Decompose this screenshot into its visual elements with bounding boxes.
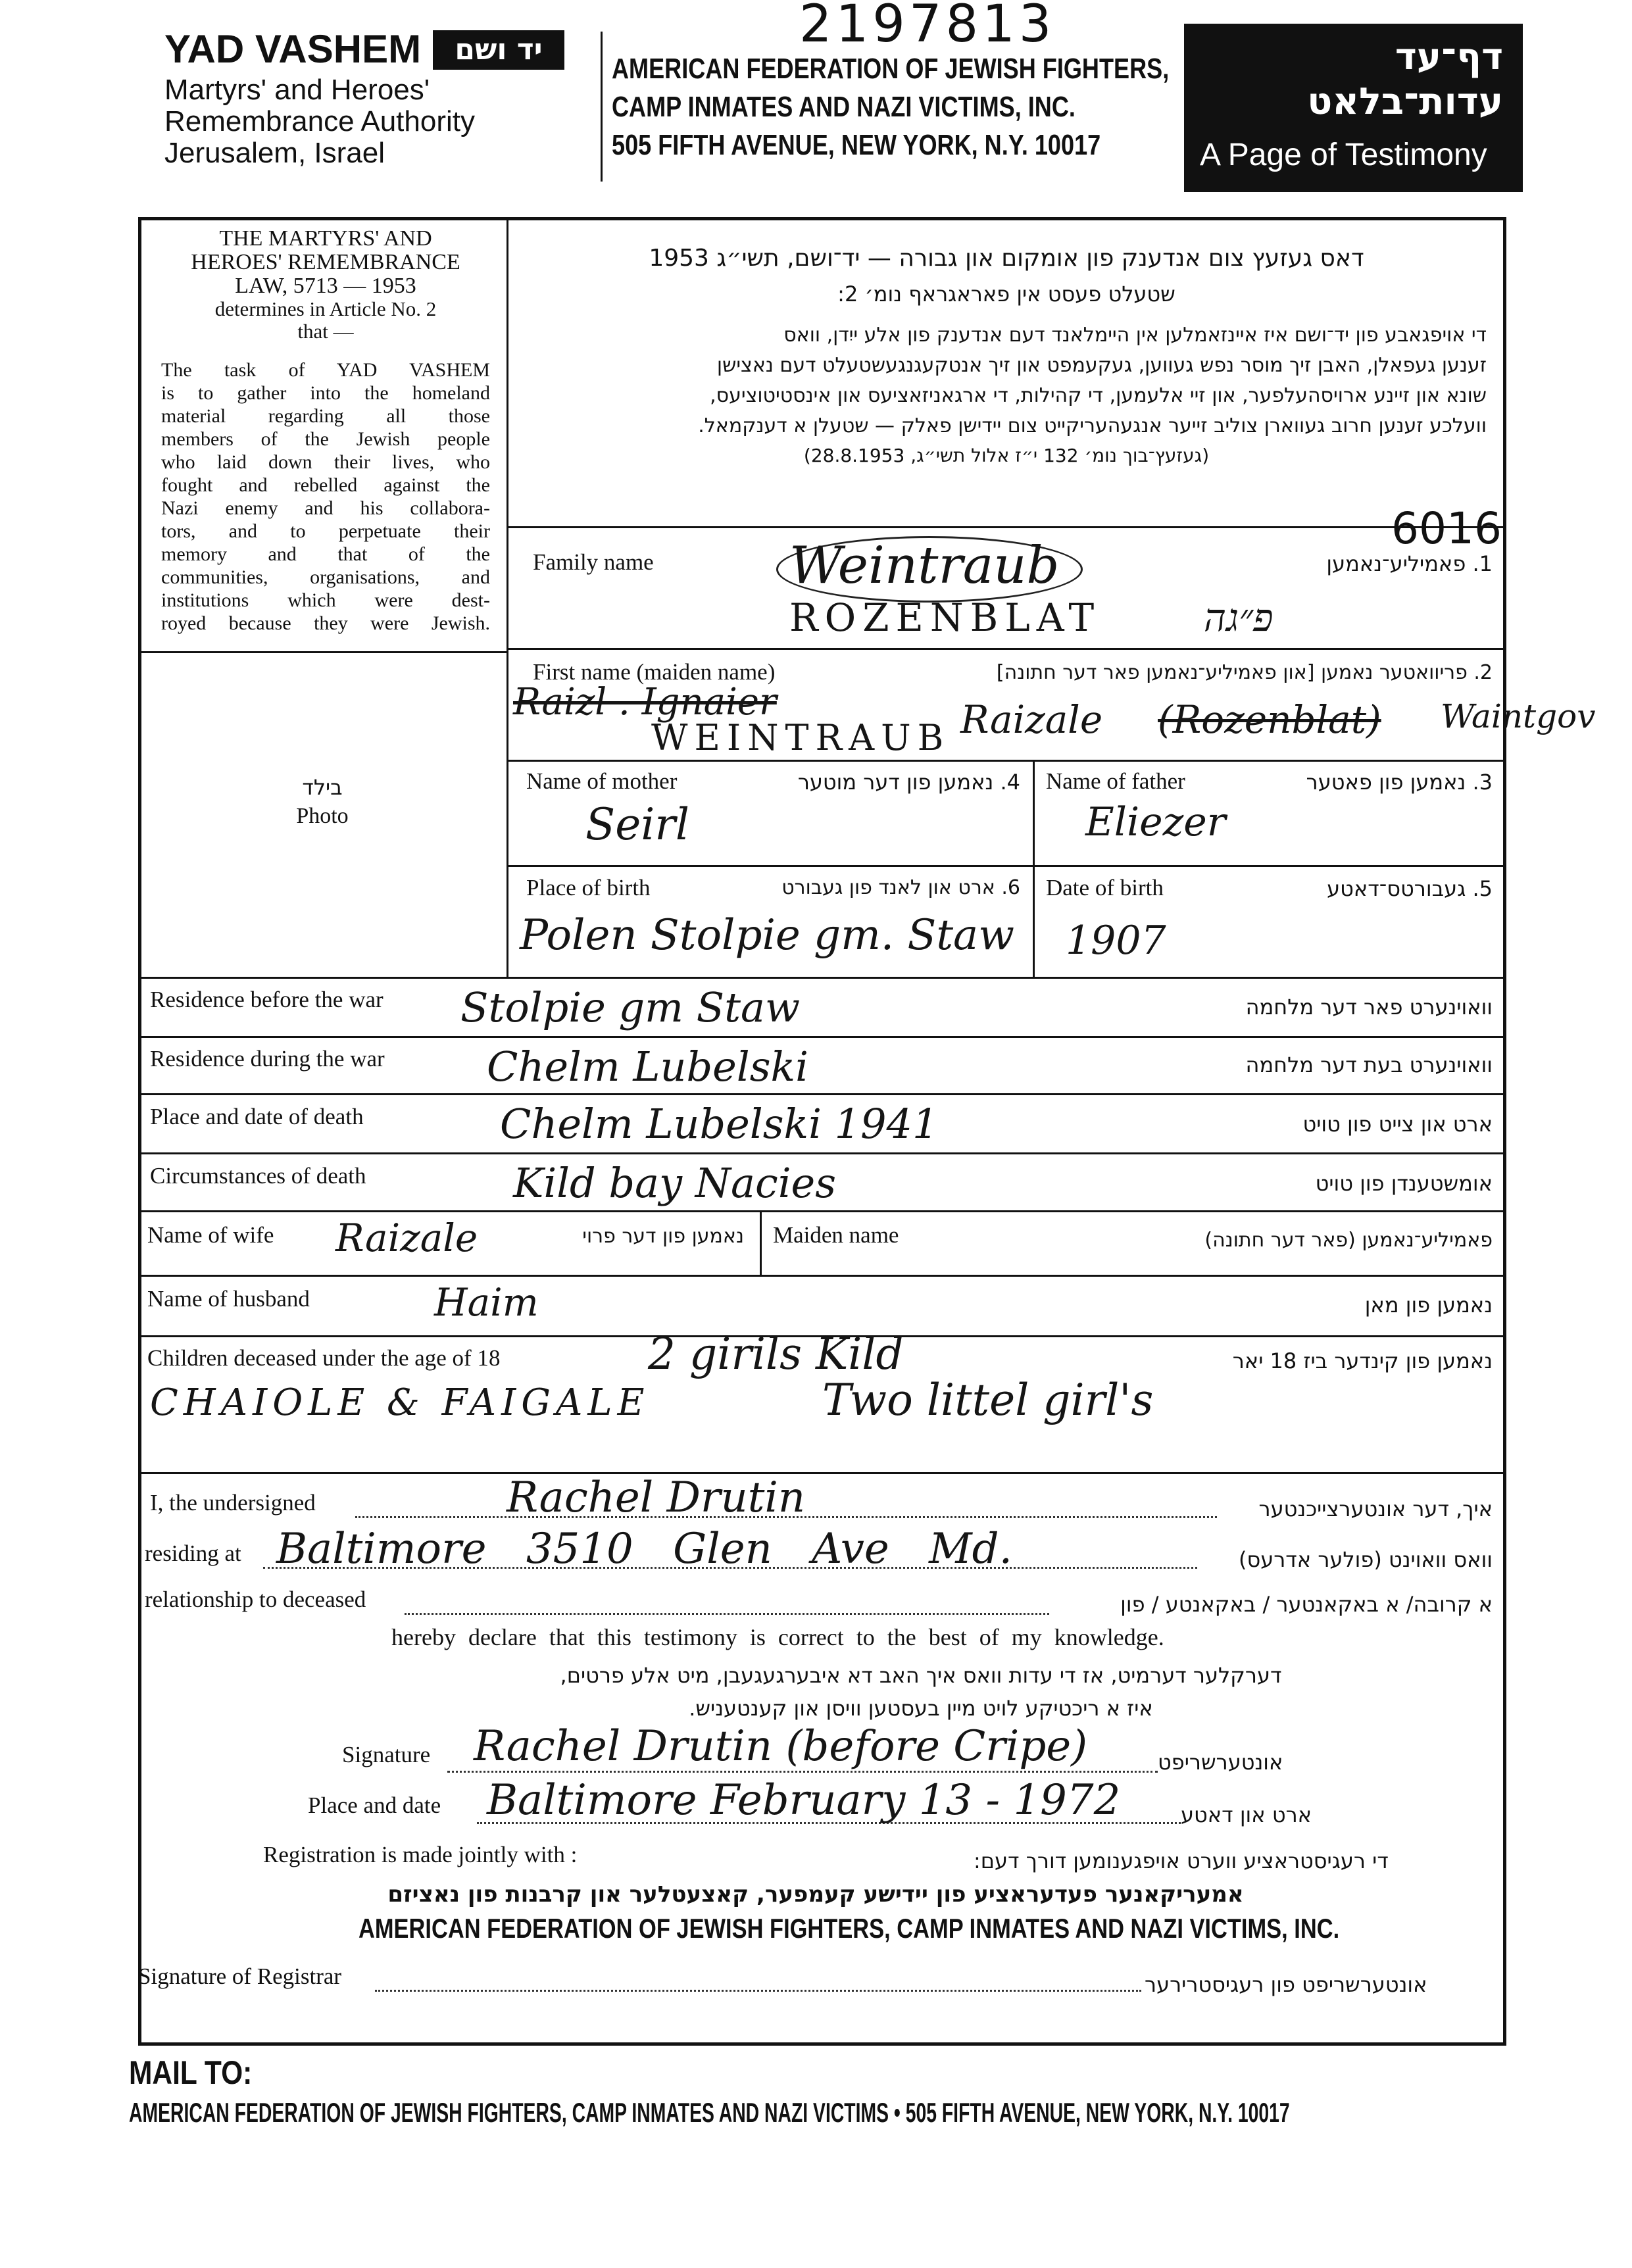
org-hebrew: אמעריקאנער פעדעראציע פון יידישע קעמפער, קאצעטלער און קרבנות פון נאציזם (387, 1881, 1244, 1908)
serial-number: 2197813 (799, 0, 1056, 54)
yiddish-line3: די אויפגאבע פון יד־ושם איז איינזאמלען אין היימלאנד דעם אנדענק פון אלע ייִדן, וואס (783, 324, 1487, 347)
death-place-date-label: Place and date of death (150, 1104, 364, 1129)
yiddish-line7: (געזעץ־בוך נומ׳ 132 י״ז אלול תשי״ג, 28.8.1953) (803, 445, 1210, 466)
family-name-label: Family name (533, 549, 654, 575)
law-body-line: who laid down their lives, who (161, 451, 490, 473)
row-divider-1 (507, 648, 1506, 650)
law-body-line: tors, and to perpetuate their (161, 520, 490, 542)
yiddish-line1: דאס געזעץ צום אנדענק פון אומקום און גבורה — יד־ושם, תשי״ג 1953 (649, 245, 1364, 272)
yad-vashem-line3: Jerusalem, Israel (164, 137, 385, 169)
date-of-birth-label: Date of birth (1046, 875, 1164, 900)
reference-number: 6016 (1391, 503, 1502, 554)
federation-line3: 505 FIFTH AVENUE, NEW YORK, N.Y. 10017 (612, 129, 1101, 161)
children-hebrew: נאמען פון קינדער ביז 18 יאר (1232, 1348, 1493, 1373)
law-title5: that — (297, 320, 354, 343)
first-name-struck-value[interactable]: Raizl . Ignaier (513, 681, 777, 724)
undersigned-label: I, the undersigned (150, 1490, 316, 1516)
children-value-line2[interactable]: CHAIOLE & FAIGALE (150, 1381, 650, 1424)
law-text-block (151, 227, 500, 343)
first-name-hebrew: 2. פריוואטער נאמען [און פאמיליע־נאמען פאר דער חתונה] (996, 661, 1493, 684)
children-label: Children deceased under the age of 18 (147, 1345, 501, 1371)
row-divider-8 (138, 1210, 1506, 1212)
declaration-hebrew-line1: דערקלער דערמיט, אז די עדות וואס איך האב דא איבערגעגעבן, מיט אלע פרטים, (560, 1663, 1282, 1688)
row-divider-3 (507, 865, 1506, 867)
law-body-line: institutions which were dest- (161, 589, 490, 611)
residing-hebrew: וואס וואוינט (פולער אדרעס) (1238, 1547, 1493, 1572)
page-of-testimony-box (1184, 24, 1523, 192)
husband-hebrew: נאמען פון מאן (1364, 1293, 1493, 1318)
undersigned-hebrew: איך, דער אונטערצייכנטער (1258, 1496, 1493, 1521)
father-value[interactable]: Eliezer (1085, 799, 1226, 845)
law-body-line: Nazi enemy and his collabora- (161, 497, 490, 519)
yiddish-line5: שונא און זיינע ארויסהעלפער, און זיי אלעמען, די קהילות, די ארגאניזאציעס און אינסטיטוציעס, (710, 384, 1487, 407)
box-hebrew-line1: דף־עד (1395, 36, 1503, 78)
row-divider-9 (138, 1275, 1506, 1277)
yad-vashem-line1: Martyrs' and Heroes' (164, 74, 430, 106)
yiddish-line2: שטעלט פעסט אין פאראגראף נומ׳ 2: (837, 282, 1175, 307)
yiddish-law-block (526, 240, 1487, 470)
law-body-line: memory and that of the (161, 543, 490, 565)
place-of-birth-hebrew: 6. ארט און לאנד פון געבורט (781, 876, 1020, 899)
family-name-second-value[interactable]: ROZENBLAT (789, 595, 1101, 640)
row-divider-2 (507, 760, 1506, 762)
law-body-line: is to gather into the homeland (161, 382, 490, 404)
yad-vashem-title: YAD VASHEM (164, 27, 422, 71)
date-of-birth-hebrew: 5. געבורטס־דאטע (1327, 876, 1493, 901)
residence-before-value[interactable]: Stolpie gm Staw (460, 983, 801, 1031)
registration-hebrew: די רעגיסטראציע ווערט אויפגענומען דורך דעם: (974, 1848, 1389, 1873)
signature-line (447, 1771, 1158, 1773)
row-divider-11 (138, 1472, 1506, 1474)
wife-maiden-divider (760, 1210, 762, 1275)
relationship-hebrew: א קרובה/ א באקאנטער / באקאנטע / פון (1120, 1592, 1493, 1617)
maiden-name-label: Maiden name (773, 1222, 899, 1248)
residence-during-label: Residence during the war (150, 1046, 385, 1072)
mother-label: Name of mother (526, 768, 678, 794)
law-title2: HEROES' REMEMBRANCE (191, 250, 460, 274)
circumstances-hebrew: אומשטענדן פון טויט (1315, 1171, 1493, 1196)
mail-to-address: AMERICAN FEDERATION OF JEWISH FIGHTERS, CAMP INMATES AND NAZI VICTIMS • 505 FIFTH AVENUE, NEW YORK, N.Y. 10017 (129, 2097, 1290, 2128)
relationship-line (405, 1613, 1049, 1615)
residence-during-value[interactable]: Chelm Lubelski (487, 1043, 808, 1091)
photo-hebrew: בילד (302, 775, 343, 800)
first-name-label: First name (maiden name) (533, 659, 776, 685)
father-hebrew: 3. נאמען פון פאטער (1306, 770, 1493, 795)
residence-during-hebrew: וואוינערט בעת דער מלחמה (1245, 1052, 1493, 1077)
law-photo-divider (138, 651, 508, 653)
law-column-divider (507, 217, 508, 977)
family-name-hebrew: 1. פאמיליע־נאמען (1326, 551, 1493, 576)
mother-value[interactable]: Seirl (585, 799, 690, 850)
org-english: AMERICAN FEDERATION OF JEWISH FIGHTERS, CAMP INMATES AND NAZI VICTIMS, INC. (359, 1913, 1340, 1944)
residing-value[interactable]: Baltimore 3510 Glen Ave Md. (276, 1525, 1012, 1573)
law-title1: THE MARTYRS' AND (219, 226, 432, 251)
federation-line1: AMERICAN FEDERATION OF JEWISH FIGHTERS, (612, 53, 1170, 85)
signature-hebrew: אונטערשריפט (1158, 1750, 1283, 1775)
relationship-label: relationship to deceased (145, 1587, 366, 1612)
first-name-third-value[interactable]: WEINTRAUB (651, 717, 951, 758)
death-place-date-hebrew: ארט און צייט פון טויט (1302, 1112, 1493, 1137)
registration-label: Registration is made jointly with : (263, 1842, 578, 1867)
yad-vashem-line2: Remembrance Authority (164, 105, 475, 137)
date-of-birth-value[interactable]: 1907 (1066, 918, 1166, 964)
family-name-note: פ״גה (1204, 595, 1273, 640)
box-hebrew-line2: עדות־בלאט (1307, 80, 1503, 123)
law-body-line: The task of YAD VASHEM (161, 359, 490, 381)
law-body-line: royed because they were Jewish. (161, 612, 490, 634)
law-title4: determines in Article No. 2 (214, 297, 437, 320)
wife-label: Name of wife (147, 1222, 274, 1248)
father-label: Name of father (1046, 768, 1185, 794)
first-name-struck-value2[interactable]: (Rozenblat) (1158, 697, 1381, 742)
undersigned-value[interactable]: Rachel Drutin (507, 1473, 806, 1522)
law-body-line: fought and rebelled against the (161, 474, 490, 496)
photo-label: Photo (296, 804, 349, 828)
children-value-line3[interactable]: Two littel girl's (822, 1375, 1154, 1425)
yiddish-divider (507, 526, 1506, 528)
residence-before-hebrew: וואוינערט פאר דער מלחמה (1245, 995, 1493, 1020)
maiden-name-hebrew: פאמיליע־נאמען (פאר דער חתונה) (1204, 1229, 1493, 1252)
yad-vashem-block (164, 26, 592, 184)
wife-value[interactable]: Raizale (335, 1216, 478, 1260)
law-body (161, 358, 490, 635)
children-value-line1[interactable]: 2 girils Kild (648, 1329, 904, 1379)
wife-hebrew: נאמען פון דער פרוי (582, 1225, 744, 1248)
place-date-hebrew: ארט און דאטע (1181, 1802, 1312, 1827)
law-title3: LAW, 5713 — 1953 (235, 274, 416, 298)
law-body-line: members of the Jewish people (161, 428, 490, 450)
registrar-line (375, 1990, 1141, 1992)
husband-label: Name of husband (147, 1286, 310, 1312)
yad-vashem-hebrew-logo: יד ושם (433, 30, 564, 70)
husband-value[interactable]: Haim (434, 1280, 539, 1325)
box-english: A Page of Testimony (1200, 137, 1487, 172)
declaration-hebrew-line2: איז א ריכטיקע לויט מיין בעסטען וויסן און קענטעניש. (689, 1696, 1153, 1721)
death-place-date-value[interactable]: Chelm Lubelski 1941 (500, 1100, 939, 1148)
place-date-label: Place and date (308, 1792, 441, 1818)
mother-hebrew: 4. נאמען פון דער מוטער (797, 770, 1020, 795)
row-divider-5 (138, 1036, 1506, 1038)
place-date-value[interactable]: Baltimore February 13 - 1972 (487, 1776, 1121, 1825)
place-of-birth-label: Place of birth (526, 875, 651, 900)
federation-line2: CAMP INMATES AND NAZI VICTIMS, INC. (612, 91, 1076, 123)
first-name-margin-value[interactable]: Waintgov (1441, 697, 1596, 735)
residing-label: residing at (145, 1541, 241, 1566)
mother-father-divider (1033, 760, 1035, 977)
row-divider-4 (138, 977, 1506, 979)
family-name-value[interactable]: Weintraub (789, 536, 1060, 595)
law-body-line: material regarding all those (161, 405, 490, 427)
header-divider (601, 32, 603, 182)
registrar-label: Signature of Registrar (138, 1963, 342, 1989)
row-divider-7 (138, 1152, 1506, 1154)
yiddish-line4: זענען געפאלן, האבן זיך מוסר נפש געווען, געקעמפט און זיך אנטקעגנגעשטעלט דעם נאצישן (716, 354, 1487, 377)
circumstances-value[interactable]: Kild bay Nacies (513, 1159, 837, 1207)
first-name-value[interactable]: Raizale (960, 697, 1103, 742)
signature-value[interactable]: Rachel Drutin (before Cripe) (474, 1722, 1088, 1771)
declaration-english: hereby declare that this testimony is correct to the best of my knowledge. (391, 1624, 1164, 1650)
signature-label: Signature (342, 1742, 431, 1767)
residence-before-label: Residence before the war (150, 987, 383, 1012)
law-body-line: communities, organisations, and (161, 566, 490, 588)
mail-to-label: MAIL TO: (129, 2054, 253, 2091)
circumstances-label: Circumstances of death (150, 1163, 366, 1189)
row-divider-6 (138, 1093, 1506, 1095)
place-of-birth-value[interactable]: Polen Stolpie gm. Staw (520, 911, 1014, 960)
yiddish-line6: וועלכע זענען חרוב געווארן צוליב זייער אנגעהעריקייט צום יידישן פאלק — שטעלן א דענקמאל. (698, 414, 1487, 437)
registrar-hebrew: אונטערשריפט פון רעגיסטרירער (1145, 1972, 1427, 1997)
